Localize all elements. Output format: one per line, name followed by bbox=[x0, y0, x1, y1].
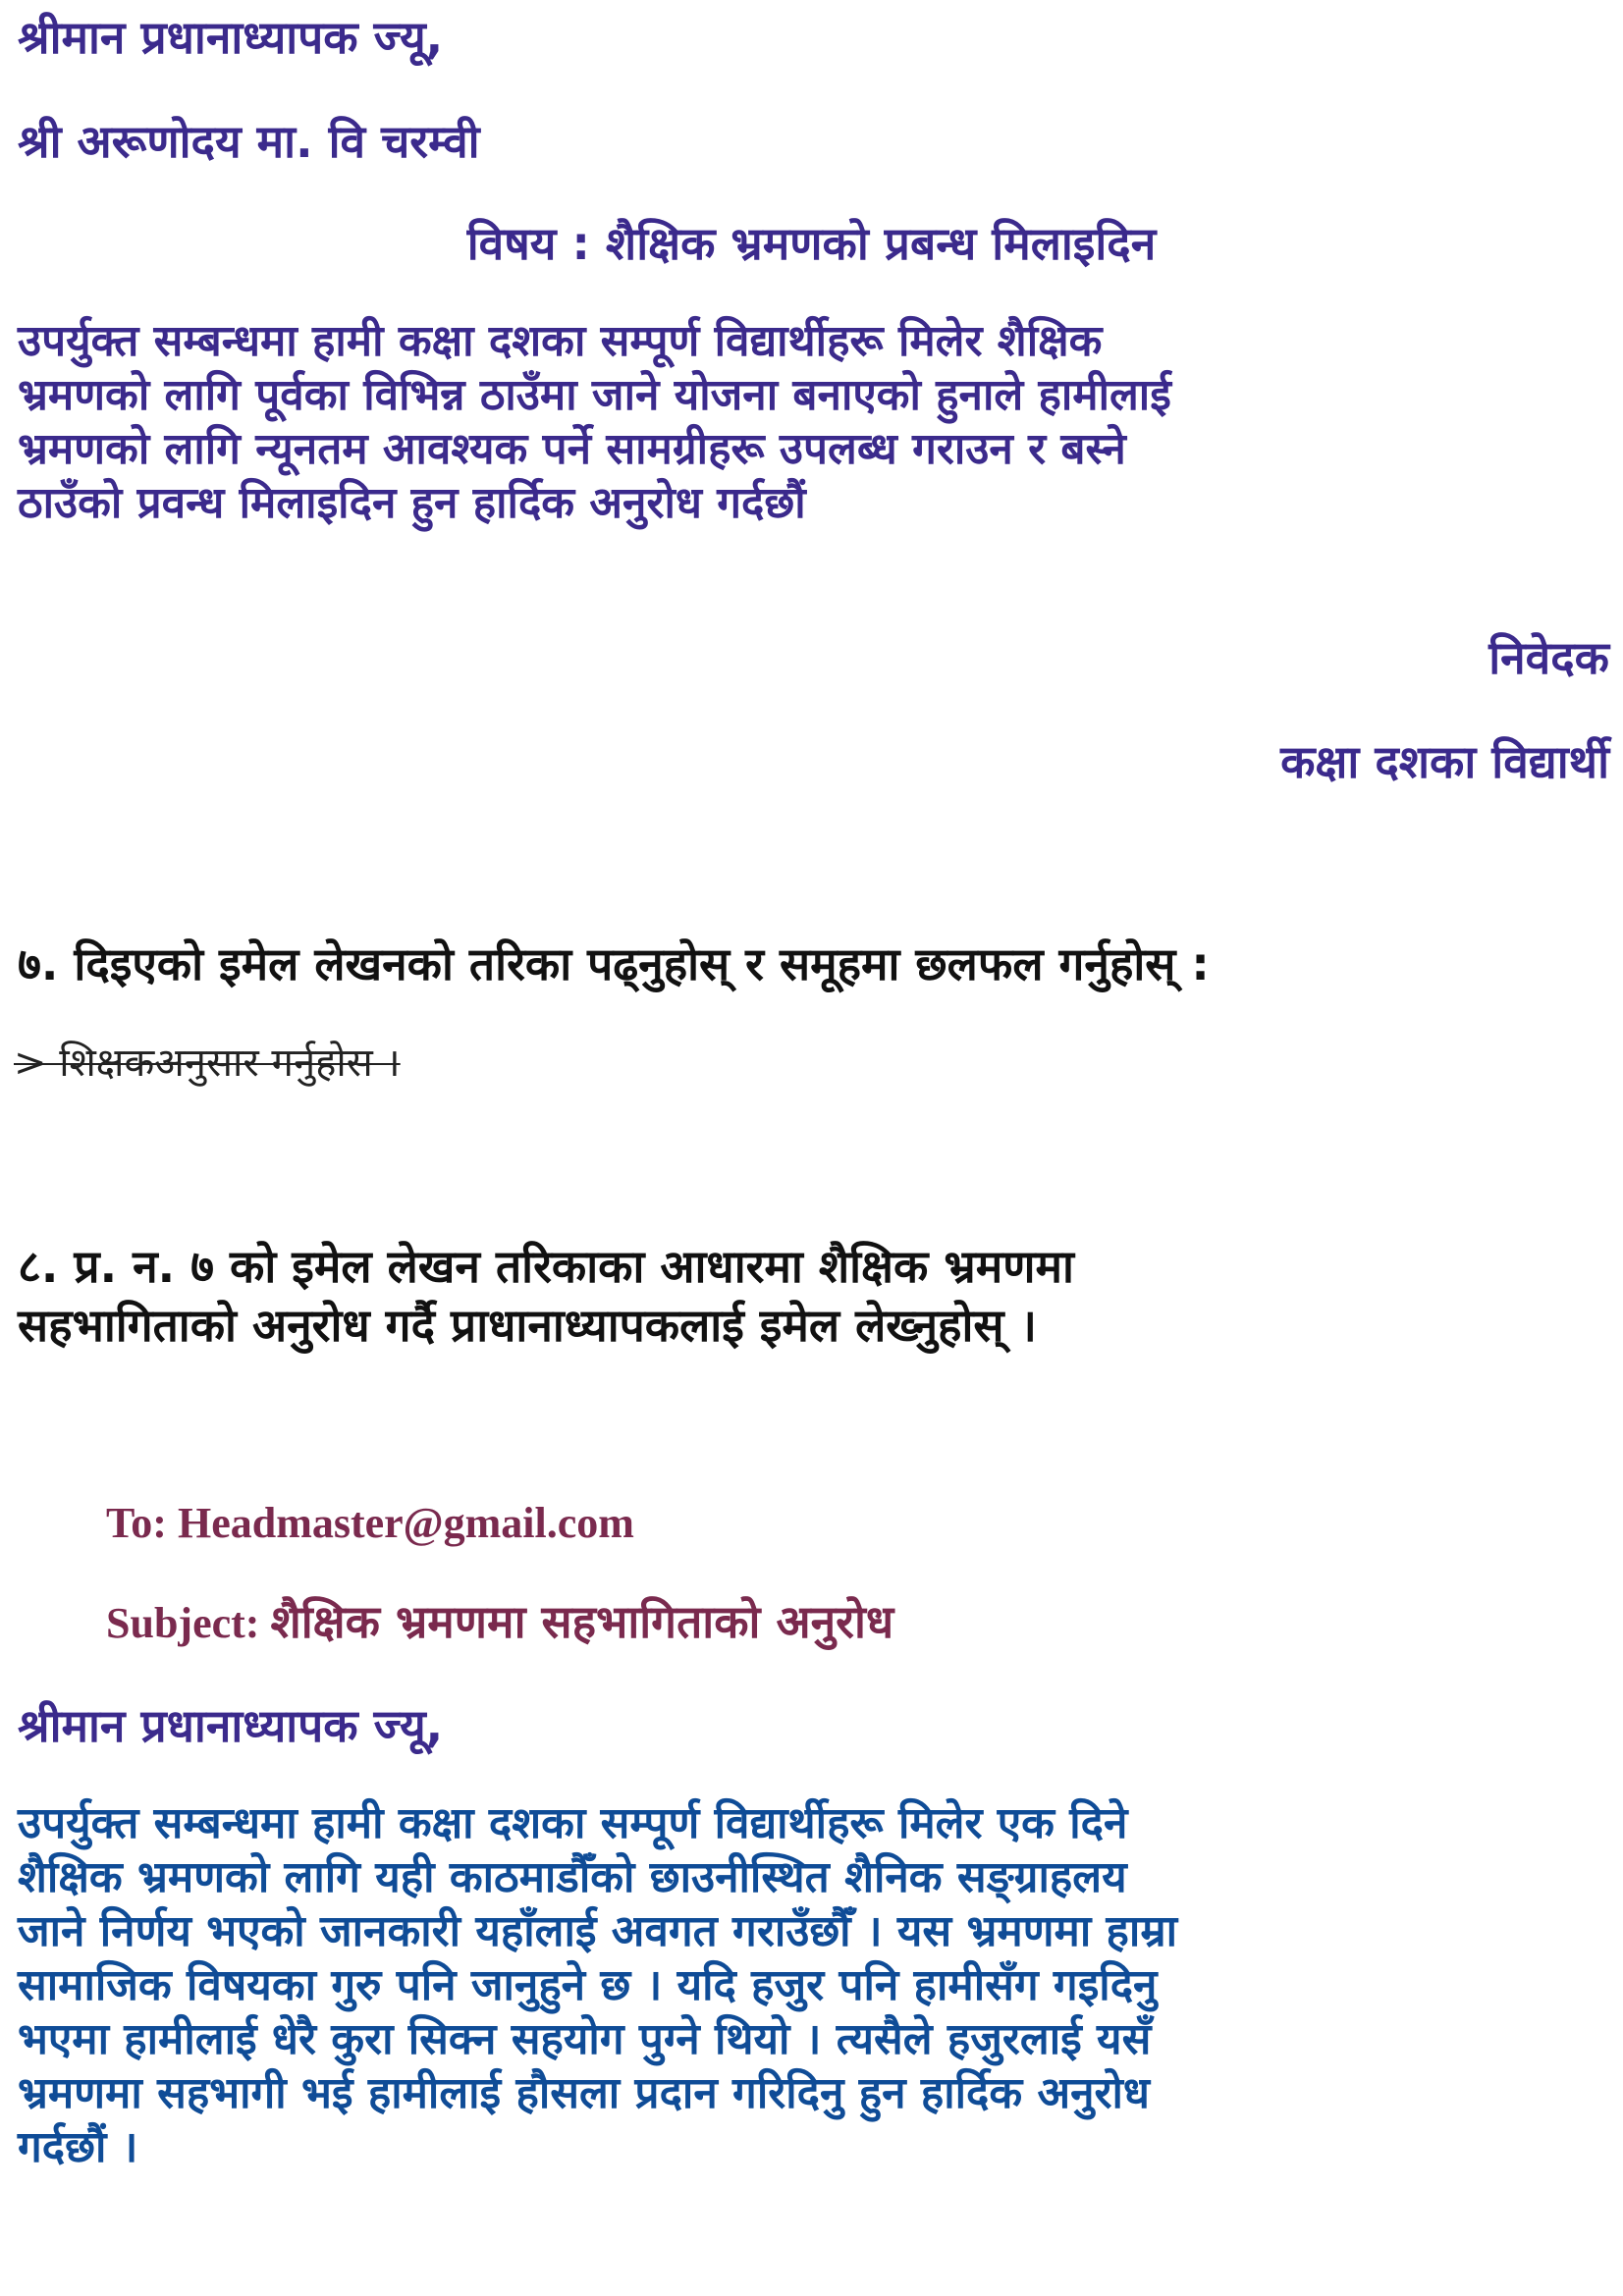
question-8-line: सहभागिताको अनुरोध गर्दै प्राधानाध्यापकलाई इमेल लेख्नुहोस् । bbox=[18, 1299, 1037, 1352]
email-body-line: उपर्युक्त सम्बन्धमा हामी कक्षा दशका सम्पूर्ण विद्यार्थीहरू मिलेर एक दिने bbox=[18, 1798, 1128, 1848]
letter-school: श्री अरूणोदय मा. वि चरम्वी bbox=[18, 115, 480, 168]
email-subject-value: शैक्षिक भ्रमणमा सहभागिताको अनुरोध bbox=[270, 1595, 894, 1648]
email-subject-row bbox=[106, 1594, 893, 1651]
letter-body bbox=[18, 314, 1608, 530]
email-body-line: सामाजिक विषयका गुरु पनि जानुहुने छ । यदि हजुर पनि हामीसँग गइदिनु bbox=[18, 1960, 1158, 2010]
question-7-answer: > शिक्षकअनुसार गर्नुहोस । bbox=[14, 1041, 401, 1086]
email-to-row bbox=[106, 1496, 634, 1551]
email-subject-label: Subject: bbox=[106, 1599, 260, 1647]
email-body-line: भएमा हामीलाई धेरै कुरा सिक्न सहयोग पुग्ने थियो । त्यसैले हजुरलाई यसँ bbox=[18, 2014, 1152, 2064]
signature-label: निवेदक bbox=[1488, 631, 1609, 684]
letter-salutation: श्रीमान प्रधानाध्यापक ज्यू, bbox=[18, 11, 444, 64]
question-8 bbox=[18, 1237, 1608, 1355]
email-salutation: श्रीमान प्रधानाध्यापक ज्यू, bbox=[18, 1699, 444, 1752]
email-body-line: शैक्षिक भ्रमणको लागि यही काठमाडौँको छाउनीस्थित शैनिक सङ्ग्राहलय bbox=[18, 1852, 1127, 1902]
email-to-address: Headmaster@gmail.com bbox=[177, 1499, 634, 1547]
letter-body-line: ठाउँको प्रवन्ध मिलाइदिन हुन हार्दिक अनुरोध गर्दछौं bbox=[18, 478, 806, 528]
letter-body-line: उपर्युक्त सम्बन्धमा हामी कक्षा दशका सम्पूर्ण विद्यार्थीहरू मिलेर शैक्षिक bbox=[18, 316, 1103, 366]
letter-body-line: भ्रमणको लागि न्यूनतम आवश्यक पर्ने सामग्रीहरू उपलब्ध गराउन र बस्ने bbox=[18, 424, 1126, 474]
email-body bbox=[18, 1796, 1608, 2174]
email-to-label: To: bbox=[106, 1499, 167, 1547]
email-body-line: जाने निर्णय भएको जानकारी यहाँलाई अवगत गराउँछौँ । यस भ्रमणमा हाम्रा bbox=[18, 1906, 1178, 1956]
signature-name: कक्षा दशका विद्यार्थी bbox=[1280, 735, 1609, 788]
question-8-line: ८. प्र. न. ७ को इमेल लेखन तरिकाका आधारमा शैक्षिक भ्रमणमा bbox=[18, 1240, 1074, 1293]
email-body-line: गर्दछौं । bbox=[18, 2122, 138, 2172]
question-7: ७. दिइएको इमेल लेखनको तरिका पढ्नुहोस् र समूहमा छलफल गर्नुहोस् : bbox=[18, 937, 1210, 990]
letter-subject: विषय : शैक्षिक भ्रमणको प्रबन्ध मिलाइदिन bbox=[466, 217, 1157, 270]
email-body-line: भ्रमणमा सहभागी भई हामीलाई हौसला प्रदान गरिदिनु हुन हार्दिक अनुरोध bbox=[18, 2068, 1150, 2118]
letter-body-line: भ्रमणको लागि पूर्वका विभिन्न ठाउँमा जाने योजना बनाएको हुनाले हामीलाई bbox=[18, 370, 1171, 420]
